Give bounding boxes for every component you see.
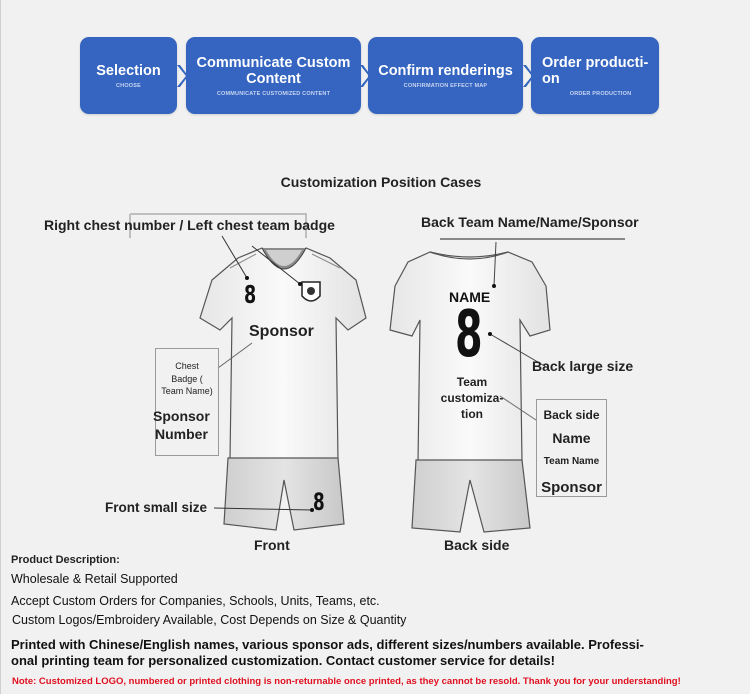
box-line-sponsor: Sponsor [153,408,210,424]
box-line-team-name: Team Name) [161,386,213,396]
back-large-callout: Back large size [532,358,634,374]
description-line-3: Custom Logos/Embroidery Available, Cost Depends on Size & Quantity [12,613,407,627]
step-title: Confirm renderings [378,62,513,79]
step-title: Communicate Custom Content [196,54,351,87]
front-shorts-callout: Front small size [105,500,208,515]
back-box-line-1: Back side [543,408,600,422]
back-large-number: 8 [455,298,483,372]
back-team-line-2: customiza- [440,391,504,405]
back-top-callout: Back Team Name/Name/Sponsor [421,214,639,230]
back-name-label: NAME [449,289,491,305]
box-line-badge: Badge ( [171,374,203,384]
step-subtitle: ORDER PRODUCTION [569,90,632,97]
step-title: Order producti-on [542,54,649,87]
return-policy-note: Note: Customized LOGO, numbered or printed clothing is non-returnable once printed, as they cannot be resold. Thank you for your understanding! [12,676,681,687]
step-title: Selection [96,62,161,79]
front-chest-number: 8 [244,280,257,309]
back-team-line-3: tion [461,407,483,421]
box-line-number: Number [155,426,208,442]
description-heading: Product Description: [11,554,120,566]
front-shorts-number: 8 [313,488,325,516]
back-caption: Back side [444,537,510,553]
front-top-callout: Right chest number / Left chest team badge [44,217,335,233]
back-box-line-4: Sponsor [541,479,602,496]
description-line-4a: Printed with Chinese/English names, various sponsor ads, different sizes/numbers available. Professi- [11,637,644,652]
step-subtitle: CHOOSE [115,82,142,89]
back-box-line-2: Name [552,430,591,446]
front-caption: Front [254,537,290,553]
team-badge-icon [302,282,320,301]
back-shorts [412,460,530,532]
front-sponsor-label: Sponsor [249,323,314,340]
description-line-1: Wholesale & Retail Supported [11,572,178,586]
step-subtitle: COMMUNICATE CUSTOMIZED CONTENT [216,90,331,97]
back-team-line-1: Team [456,375,488,389]
front-shirt [200,248,366,460]
section-title: Customization Position Cases [280,174,482,190]
front-shorts [224,458,344,530]
description-line-2: Accept Custom Orders for Companies, Schools, Units, Teams, etc. [11,594,380,608]
step-subtitle: CONFIRMATION EFFECT MAP [403,82,488,89]
description-line-4b: onal printing team for personalized customization. Contact customer service for details! [11,653,555,668]
back-box-line-3: Team Name [543,456,600,467]
box-line-chest: Chest [175,361,199,371]
